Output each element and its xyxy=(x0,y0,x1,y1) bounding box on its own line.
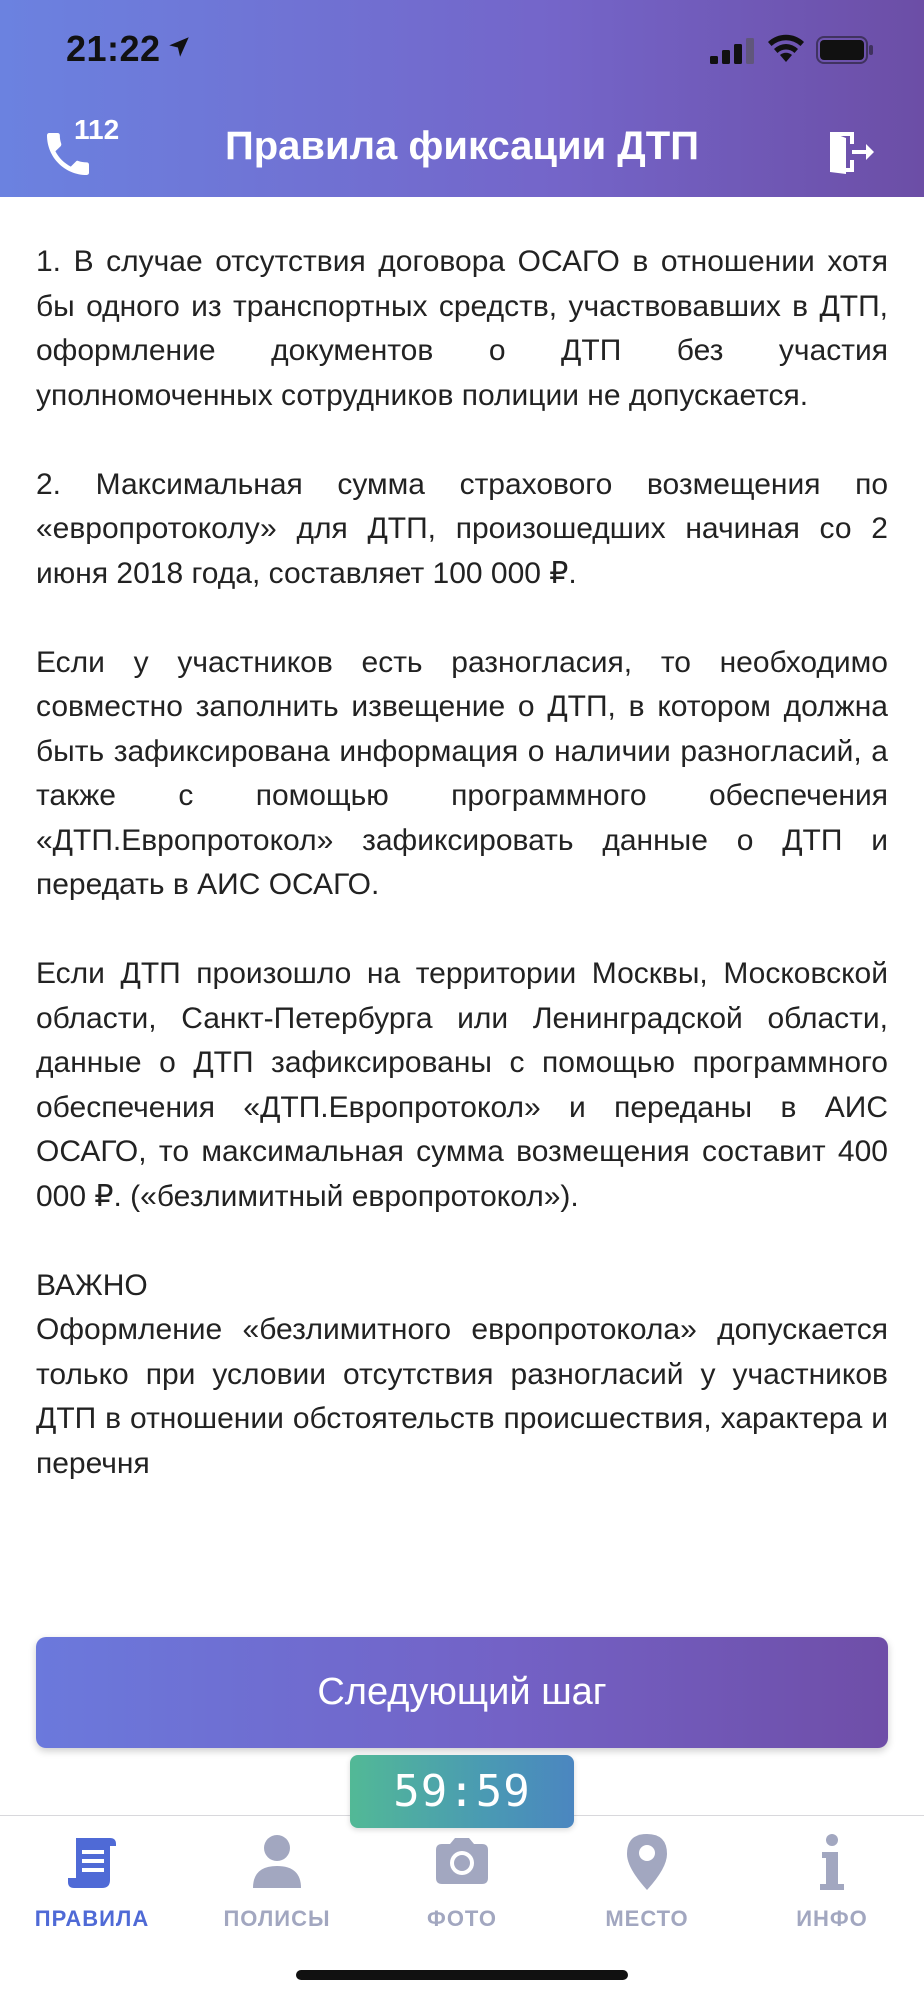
home-indicator[interactable] xyxy=(296,1970,628,1980)
document-icon xyxy=(60,1830,124,1894)
rule-paragraph-3: Если у участников есть разногласия, то необходимо совместно заполнить извещение о ДТП, в котором должна быть зафиксирована информация о наличии разногласий, а также с помощью программного обеспечения «ДТП.Европротокол» зафиксировать данные о ДТП и передать в АИС ОСАГО. xyxy=(36,645,888,901)
countdown-timer: 59:59 xyxy=(350,1755,574,1828)
rule-paragraph-4: Если ДТП произошло на территории Москвы, Московской области, Санкт-Петербурга или Ленинградской области, данные о ДТП зафиксированы с помощью программного обеспечения «ДТП.Европротокол» и переданы в АИС ОСАГО, то максимальная сумма возмещения составит 400 000 ₽. («безлимитный европротокол»). xyxy=(36,957,888,1213)
tab-photo-label: ФОТО xyxy=(427,1906,497,1931)
info-icon xyxy=(800,1830,864,1894)
status-bar xyxy=(0,0,924,100)
battery-icon xyxy=(816,36,874,64)
location-arrow-icon xyxy=(166,34,192,60)
rule-paragraph-2: 2. Максимальная сумма страхового возмещения по «европротоколу» для ДТП, произошедших начиная со 2 июня 2018 года, составляет 100 000 ₽. xyxy=(36,467,888,590)
location-pin-icon xyxy=(615,1830,679,1894)
emergency-number: 112 xyxy=(74,114,120,145)
important-text: Оформление «безлимитного европротокола» допускается только при условии отсутствия разногласий у участников ДТП в отношении обстоятельств происшествия, характера и перечня xyxy=(36,1313,888,1480)
tab-policies[interactable] xyxy=(185,1830,369,1950)
tab-info-label: ИНФО xyxy=(796,1906,868,1931)
wifi-icon xyxy=(766,34,806,64)
tab-rules[interactable] xyxy=(0,1830,184,1950)
cellular-signal-icon xyxy=(710,38,756,64)
status-time: 21:22 xyxy=(66,28,161,69)
tab-location[interactable] xyxy=(555,1830,739,1950)
next-step-button[interactable]: Следующий шаг xyxy=(36,1637,888,1748)
important-heading: ВАЖНО xyxy=(36,1268,148,1302)
tab-rules-label: ПРАВИЛА xyxy=(34,1906,150,1931)
person-icon xyxy=(245,1830,309,1894)
nav-bar xyxy=(0,100,924,197)
rule-paragraph-1: 1. В случае отсутствия договора ОСАГО в отношении хотя бы одного из транспортных средств, участвовавших в ДТП, оформление документов о ДТП без участия уполномоченных сотрудников полиции не допускается. xyxy=(36,245,888,412)
rules-text xyxy=(36,240,888,1568)
page-title: Правила фиксации ДТП xyxy=(224,124,699,168)
tab-photo[interactable] xyxy=(370,1830,554,1950)
tab-info[interactable] xyxy=(740,1830,924,1950)
header-area xyxy=(0,0,924,197)
logout-icon[interactable] xyxy=(826,128,876,176)
tab-policies-label: ПОЛИСЫ xyxy=(223,1906,331,1931)
tab-location-label: МЕСТО xyxy=(605,1906,689,1931)
camera-icon xyxy=(430,1830,494,1894)
